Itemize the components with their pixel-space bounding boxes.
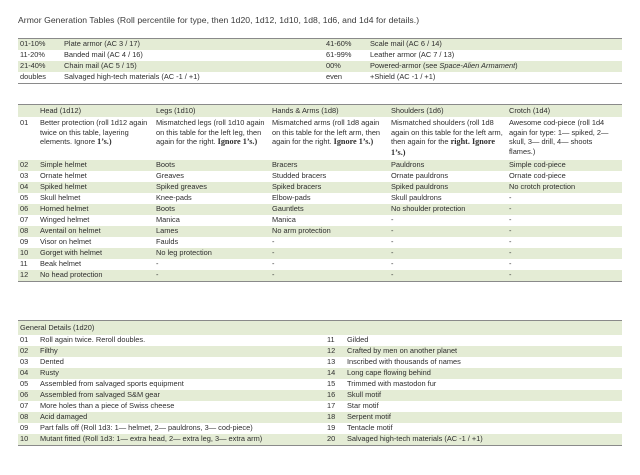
roll-number: 07	[20, 214, 29, 224]
detail-text: Assembled from salvaged S&M gear	[40, 390, 160, 399]
hands-arms-cell: Studded bracers	[272, 170, 327, 180]
roll-number: 09	[20, 423, 29, 432]
hands-arms-cell: -	[272, 236, 275, 246]
head-cell: Gorget with helmet	[40, 247, 103, 257]
armor-type-cell: Salvaged high-tech materials (AC -1 / +1)	[64, 72, 200, 81]
legs-cell: -	[156, 258, 159, 268]
roll-number: 05	[20, 192, 29, 202]
hands-arms-cell: Elbow-pads	[272, 192, 311, 202]
roll-number: 02	[20, 159, 29, 169]
head-cell: Spiked helmet	[40, 181, 87, 191]
table-row	[18, 72, 622, 84]
header-number	[18, 105, 38, 118]
hands-arms-cell: -	[272, 247, 275, 257]
table-row	[18, 423, 622, 434]
roll-number: 14	[327, 368, 336, 377]
head-cell	[38, 117, 154, 160]
table-row	[18, 379, 622, 390]
cell-text: Mismatched legs (roll 1d10 again on this table for the left leg, then again for the right.	[156, 118, 265, 147]
roll-number: 04	[20, 181, 29, 191]
roll-number: 08	[20, 412, 29, 421]
crotch-cell: -	[509, 269, 512, 279]
armor-type-cell: Leather armor (AC 7 / 13)	[370, 50, 455, 59]
detail-text: Long cape flowing behind	[347, 368, 431, 377]
head-cell: Aventail on helmet	[40, 225, 101, 235]
crotch-cell: No crotch protection	[509, 181, 576, 191]
table-row	[18, 117, 622, 160]
head-cell: Winged helmet	[40, 214, 90, 224]
table-row	[18, 182, 622, 193]
table-row	[18, 237, 622, 248]
table-row	[18, 226, 622, 237]
hands-arms-cell: Manica	[272, 214, 296, 224]
crotch-cell: -	[509, 203, 512, 213]
paren-close: )	[515, 61, 518, 70]
roll-number: 18	[327, 412, 336, 421]
page-title: Armor Generation Tables (Roll percentile for type, then 1d20, 1d12, 1d10, 1d8, 1d6, and 1d4 for details.)	[18, 15, 420, 25]
head-cell: Ornate helmet	[40, 170, 87, 180]
head-cell: Beak helmet	[40, 258, 82, 268]
detail-text: Dented	[40, 357, 64, 366]
head-cell: Horned helmet	[40, 203, 89, 213]
crotch-cell: -	[509, 247, 512, 257]
cell-emphasis: right. Ignore 1’s.)	[391, 137, 496, 157]
roll-number: 10	[20, 434, 29, 443]
legs-cell: No leg protection	[156, 247, 212, 257]
detail-text: Assembled from salvaged sports equipment	[40, 379, 184, 388]
cell-emphasis: Ignore 1’s.)	[333, 137, 374, 147]
crotch-cell: Simple cod-piece	[509, 159, 566, 169]
table-row	[18, 248, 622, 259]
cell-emphasis: 1’s.)	[97, 137, 112, 147]
header-head: Head (1d12)	[38, 105, 154, 118]
shoulders-cell: -	[391, 247, 394, 257]
roll-number: 07	[20, 401, 29, 410]
legs-cell: Spiked greaves	[156, 181, 207, 191]
legs-cell: Greaves	[156, 170, 184, 180]
roll-number: 09	[20, 236, 29, 246]
legs-cell: Lames	[156, 225, 179, 235]
table-row	[18, 434, 622, 446]
table-row	[18, 39, 622, 51]
shoulders-cell: Pauldrons	[391, 159, 425, 169]
roll-number: 12	[327, 346, 336, 355]
roll-number: 03	[20, 357, 29, 366]
table-row	[18, 215, 622, 226]
roll-number: 08	[20, 225, 29, 235]
roll-number: 20	[327, 434, 336, 443]
cell-text: Mismatched arms (roll 1d8 again on this table for the left arm, then again for the right.	[272, 118, 381, 147]
armor-type-cell: Plate armor (AC 3 / 17)	[64, 39, 140, 48]
armor-type-table	[18, 38, 622, 84]
roll-number: 10	[20, 247, 29, 257]
armor-type-cell: Banded mail (AC 4 / 16)	[64, 50, 143, 59]
legs-cell: Boots	[156, 159, 175, 169]
armor-type-cell	[368, 61, 622, 72]
roll-number: 16	[327, 390, 336, 399]
armor-type-cell: Scale mail (AC 6 / 14)	[370, 39, 442, 48]
range-cell: 21-40%	[20, 61, 46, 70]
table-row	[18, 204, 622, 215]
table-row	[18, 357, 622, 368]
detail-text: Roll again twice. Reroll doubles.	[40, 335, 146, 344]
detail-text: Acid damaged	[40, 412, 88, 421]
hands-arms-cell: Spiked bracers	[272, 181, 322, 191]
range-cell: 61-99%	[326, 50, 352, 59]
shoulders-cell: -	[391, 258, 394, 268]
cell-text: Mismatched shoulders (roll 1d8 again on this table for the left arm, then again for the	[391, 118, 503, 147]
detail-text: Star motif	[347, 401, 379, 410]
table-row	[18, 346, 622, 357]
detail-text: Trimmed with mastodon fur	[347, 379, 437, 388]
roll-number: 11	[327, 335, 335, 344]
roll-number: 12	[20, 269, 29, 279]
header-legs: Legs (1d10)	[154, 105, 270, 118]
range-cell: 00%	[326, 61, 341, 70]
detail-text: Crafted by men on another planet	[347, 346, 458, 355]
hands-arms-cell: -	[272, 258, 275, 268]
detail-text: Tentacle motif	[347, 423, 393, 432]
armor-pieces-table	[18, 104, 622, 282]
book-reference: Space-Alien Armament	[439, 61, 516, 70]
cell-emphasis: Ignore 1’s.)	[217, 137, 258, 147]
general-details-table	[18, 320, 622, 446]
powered-armor-text: Powered-armor (see	[370, 61, 440, 70]
table-row	[18, 335, 622, 346]
header-hands-arms: Hands & Arms (1d8)	[270, 105, 389, 118]
hands-arms-cell: No arm protection	[272, 225, 331, 235]
table-row	[18, 368, 622, 379]
head-cell: Simple helmet	[40, 159, 87, 169]
shoulders-cell: -	[391, 214, 394, 224]
detail-text: Inscribed with thousands of names	[347, 357, 461, 366]
table-row	[18, 412, 622, 423]
range-cell: 01-10%	[20, 39, 46, 48]
roll-number: 02	[20, 346, 29, 355]
detail-text: Rusty	[40, 368, 59, 377]
head-cell: No head protection	[40, 269, 103, 279]
detail-text: Skull motif	[347, 390, 382, 399]
legs-cell	[154, 117, 270, 160]
shoulders-cell: Ornate pauldrons	[391, 170, 449, 180]
table-row	[18, 160, 622, 171]
roll-number: 13	[327, 357, 336, 366]
detail-text: Gilded	[347, 335, 369, 344]
roll-number: 04	[20, 368, 29, 377]
range-cell: doubles	[20, 72, 46, 81]
roll-number: 15	[327, 379, 336, 388]
caption-row	[18, 321, 622, 336]
detail-text: Filthy	[40, 346, 58, 355]
table-row	[18, 171, 622, 182]
roll-number: 01	[20, 118, 29, 127]
head-cell: Skull helmet	[40, 192, 81, 202]
shoulders-cell: Spiked pauldrons	[391, 181, 449, 191]
armor-type-cell: +Shield (AC -1 / +1)	[370, 72, 436, 81]
header-crotch: Crotch (1d4)	[507, 105, 622, 118]
roll-number: 06	[20, 203, 29, 213]
range-cell: 11-20%	[20, 50, 45, 59]
detail-text: Part falls off (Roll 1d3: 1— helmet, 2— pauldrons, 3— cod-piece)	[40, 423, 253, 432]
shoulders-cell: -	[391, 225, 394, 235]
shoulders-cell: -	[391, 236, 394, 246]
hands-arms-cell: Bracers	[272, 159, 298, 169]
detail-text: Salvaged high-tech materials (AC -1 / +1)	[347, 434, 483, 443]
details-caption: General Details (1d20)	[18, 321, 622, 336]
detail-text: Mutant fitted (Roll 1d3: 1— extra head, 2— extra leg, 3— extra arm)	[40, 434, 263, 443]
crotch-cell: Ornate cod-piece	[509, 170, 566, 180]
range-cell: even	[326, 72, 343, 81]
range-cell: 41-60%	[326, 39, 352, 48]
head-cell: Visor on helmet	[40, 236, 92, 246]
crotch-cell: -	[509, 236, 512, 246]
crotch-cell: -	[509, 214, 512, 224]
roll-number: 17	[327, 401, 336, 410]
roll-number: 19	[327, 423, 336, 432]
shoulders-cell: No shoulder protection	[391, 203, 466, 213]
crotch-cell: Awesome cod-piece (roll 1d4 again for type: 1— spiked, 2— skull, 3— drill, 4— shoots flames.)	[509, 118, 609, 156]
shoulders-cell: -	[391, 269, 394, 279]
table-row	[18, 401, 622, 412]
roll-number: 06	[20, 390, 29, 399]
roll-number: 01	[20, 335, 29, 344]
table-row	[18, 390, 622, 401]
cell-text: Better protection (roll 1d12 again twice on this table, layering elements. Ignore	[40, 118, 148, 147]
hands-arms-cell	[270, 117, 389, 160]
table-row	[18, 259, 622, 270]
table-row	[18, 50, 622, 61]
table-row	[18, 193, 622, 204]
table-row	[18, 61, 622, 72]
hands-arms-cell: -	[272, 269, 275, 279]
detail-text: More holes than a piece of Swiss cheese	[40, 401, 175, 410]
roll-number: 03	[20, 170, 29, 180]
legs-cell: Boots	[156, 203, 175, 213]
roll-number: 11	[20, 258, 28, 268]
shoulders-cell	[389, 117, 507, 160]
legs-cell: Manica	[156, 214, 180, 224]
table-row	[18, 270, 622, 282]
legs-cell: -	[156, 269, 159, 279]
legs-cell: Knee-pads	[156, 192, 192, 202]
hands-arms-cell: Gauntlets	[272, 203, 304, 213]
header-shoulders: Shoulders (1d6)	[389, 105, 507, 118]
shoulders-cell: Skull pauldrons	[391, 192, 442, 202]
crotch-cell: -	[509, 258, 512, 268]
crotch-cell: -	[509, 192, 512, 202]
header-row	[18, 105, 622, 118]
roll-number: 05	[20, 379, 29, 388]
armor-type-cell: Chain mail (AC 5 / 15)	[64, 61, 137, 70]
legs-cell: Faulds	[156, 236, 179, 246]
detail-text: Serpent motif	[347, 412, 391, 421]
crotch-cell: -	[509, 225, 512, 235]
